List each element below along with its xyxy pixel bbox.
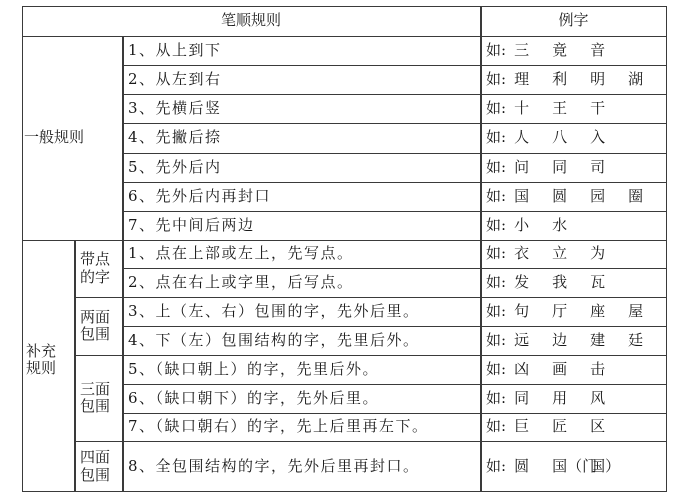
example-char: 风 bbox=[590, 388, 606, 407]
example-chars bbox=[482, 441, 669, 492]
rule-text: 5、（缺口朝上）的字，先里后外。 bbox=[128, 359, 380, 378]
example-char: 用 bbox=[552, 388, 568, 407]
rule-text: 3、上（左、右）包围的字，先外后里。 bbox=[128, 301, 420, 320]
example-char: 水 bbox=[552, 215, 568, 234]
example-prefix: 如: bbox=[486, 157, 507, 176]
example-prefix: 如: bbox=[486, 69, 507, 88]
group-dotted-chars bbox=[76, 240, 126, 297]
example-chars bbox=[482, 355, 669, 384]
example-char: 远 bbox=[514, 330, 530, 349]
example-char: 国 bbox=[514, 186, 530, 205]
example-char: 圈 bbox=[628, 186, 644, 205]
example-prefix: 如: bbox=[486, 388, 507, 407]
example-char: 座 bbox=[590, 301, 606, 320]
example-chars bbox=[482, 123, 669, 153]
example-char: 巨 bbox=[514, 417, 530, 436]
group-label-line1: 带点 bbox=[80, 250, 111, 269]
example-char: 王 bbox=[552, 98, 568, 117]
example-char: 边 bbox=[552, 330, 568, 349]
example-chars bbox=[482, 65, 669, 94]
example-chars bbox=[482, 297, 669, 326]
example-char: 凶 bbox=[514, 359, 530, 378]
rule-text: 4、先撇后捺 bbox=[128, 128, 222, 147]
example-char: 十 bbox=[514, 98, 530, 117]
example-char: 利 bbox=[552, 69, 568, 88]
example-prefix: 如: bbox=[486, 359, 507, 378]
example-char: 入 bbox=[590, 128, 606, 147]
group-label-line1: 三面 bbox=[80, 379, 111, 398]
example-chars bbox=[482, 153, 669, 182]
example-prefix: 如: bbox=[486, 417, 507, 436]
example-chars bbox=[482, 413, 669, 441]
group-label-line2: 的字 bbox=[80, 267, 111, 286]
example-char: 我 bbox=[552, 272, 568, 291]
example-char: 音 bbox=[590, 40, 606, 59]
example-char: 立 bbox=[552, 244, 568, 263]
example-chars bbox=[482, 384, 669, 413]
example-char: 国） bbox=[590, 456, 621, 475]
example-char: 屋 bbox=[628, 301, 644, 320]
example-prefix: 如: bbox=[486, 186, 507, 205]
example-char: 国（门 bbox=[552, 456, 598, 475]
example-char: 击 bbox=[590, 359, 606, 378]
example-prefix: 如: bbox=[486, 301, 507, 320]
rule-text: 4、下（左）包围结构的字，先里后外。 bbox=[128, 330, 420, 349]
example-prefix: 如: bbox=[486, 40, 507, 59]
category-supplementary-line1: 补充 bbox=[26, 341, 57, 360]
group-label-line2: 包围 bbox=[80, 325, 111, 343]
rule-text: 1、从上到下 bbox=[128, 40, 222, 59]
rule-text: 7、先中间后两边 bbox=[128, 215, 255, 234]
group-two-sided-enclosure bbox=[76, 297, 126, 355]
rule-text: 6、先外后内再封口 bbox=[128, 186, 272, 205]
example-char: 厅 bbox=[552, 301, 568, 320]
rule-text: 3、先横后竖 bbox=[128, 98, 222, 117]
example-prefix: 如: bbox=[486, 98, 507, 117]
category-supplementary bbox=[22, 300, 78, 420]
example-prefix: 如: bbox=[486, 272, 507, 291]
rule-text: 7、（缺口朝右）的字，先上后里再左下。 bbox=[128, 417, 429, 436]
example-char: 三 bbox=[514, 40, 530, 59]
example-char: 竟 bbox=[552, 40, 568, 59]
rule-text: 8、全包围结构的字，先外后里再封口。 bbox=[128, 456, 420, 475]
example-prefix: 如: bbox=[486, 215, 507, 234]
group-four-sided-enclosure bbox=[76, 441, 126, 492]
example-char: 圆 bbox=[552, 186, 568, 205]
example-char: 瓦 bbox=[590, 272, 606, 291]
example-char: 理 bbox=[514, 69, 530, 88]
example-char: 句 bbox=[514, 301, 530, 320]
example-char: 同 bbox=[514, 388, 530, 407]
example-char: 司 bbox=[590, 157, 606, 176]
example-prefix: 如: bbox=[486, 244, 507, 263]
example-prefix: 如: bbox=[486, 128, 507, 147]
example-char: 同 bbox=[552, 157, 568, 176]
example-char: 湖 bbox=[628, 69, 644, 88]
category-general: 一般规则 bbox=[24, 128, 85, 147]
category-supplementary-line2: 规则 bbox=[26, 359, 57, 377]
example-chars bbox=[482, 211, 669, 240]
rule-text: 2、从左到右 bbox=[128, 69, 222, 88]
example-char: 建 bbox=[590, 330, 606, 349]
example-chars bbox=[482, 36, 669, 65]
group-label-line1: 两面 bbox=[80, 307, 111, 326]
example-char: 人 bbox=[514, 128, 530, 147]
example-char: 发 bbox=[514, 272, 530, 291]
example-prefix: 如: bbox=[486, 330, 507, 349]
rule-text: 1、点在上部或左上，先写点。 bbox=[128, 244, 354, 263]
example-char: 八 bbox=[552, 128, 568, 147]
example-char: 为 bbox=[590, 244, 606, 263]
group-label-line1: 四面 bbox=[80, 448, 111, 467]
rule-text: 5、先外后内 bbox=[128, 157, 222, 176]
header-rules: 笔顺规则 bbox=[220, 11, 281, 30]
example-char: 画 bbox=[552, 359, 568, 378]
example-chars bbox=[482, 326, 669, 355]
example-char: 问 bbox=[514, 157, 530, 176]
rule-text: 6、（缺口朝下）的字，先外后里。 bbox=[128, 388, 380, 407]
rule-text: 2、点在右上或字里，后写点。 bbox=[128, 272, 354, 291]
example-char: 圆 bbox=[514, 456, 530, 475]
example-char: 区 bbox=[590, 417, 606, 436]
example-chars bbox=[482, 94, 669, 123]
example-chars bbox=[482, 240, 669, 268]
example-chars bbox=[482, 182, 669, 211]
example-char: 廷 bbox=[628, 330, 644, 349]
example-prefix: 如: bbox=[486, 456, 507, 475]
example-char: 园 bbox=[590, 186, 606, 205]
group-label-line2: 包围 bbox=[80, 465, 111, 484]
group-label-line2: 包围 bbox=[80, 397, 111, 415]
example-char: 小 bbox=[514, 215, 530, 234]
example-chars bbox=[482, 268, 669, 297]
example-char: 明 bbox=[590, 69, 606, 88]
example-char: 干 bbox=[590, 98, 606, 117]
example-char: 衣 bbox=[514, 244, 530, 263]
group-three-sided-enclosure bbox=[76, 355, 126, 441]
example-char: 匠 bbox=[552, 417, 568, 436]
header-examples: 例字 bbox=[558, 11, 589, 30]
